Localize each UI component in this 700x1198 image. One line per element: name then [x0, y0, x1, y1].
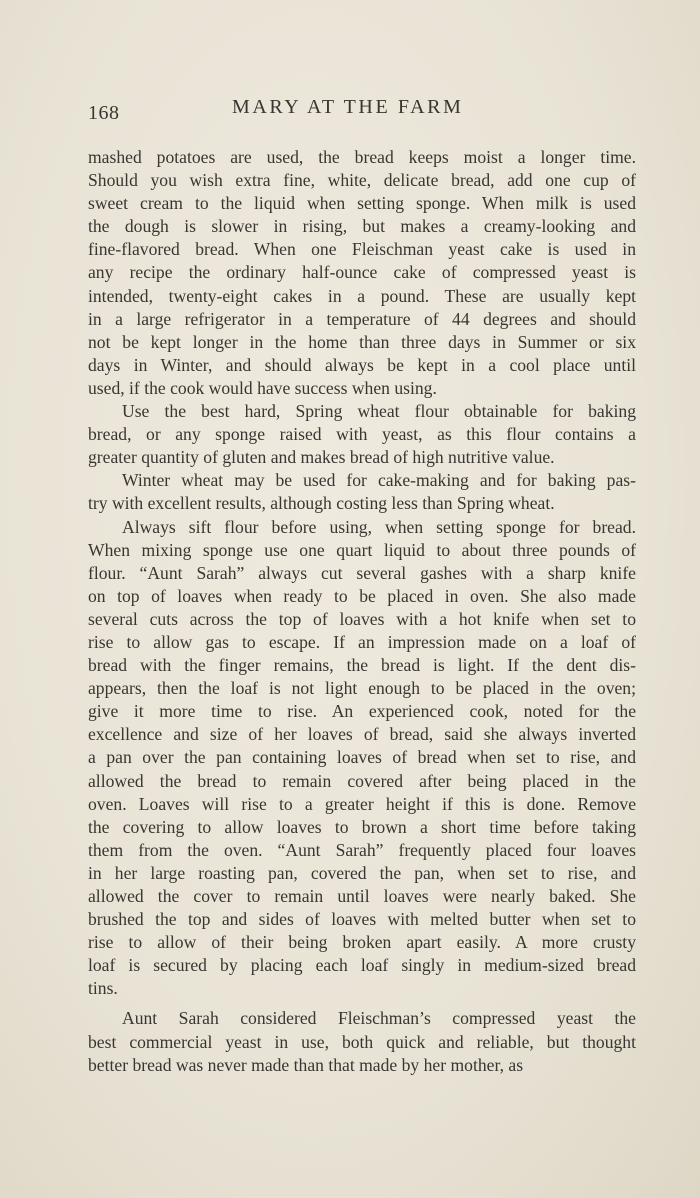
paragraph: [88, 146, 636, 400]
text-line: better bread was never made than that made by her mother, as: [88, 1054, 524, 1075]
text-line: excellence and size of her loaves of bread, said she always inverted: [88, 724, 636, 745]
text-line: Aunt Sarah considered Fleischman’s compressed yeast the: [122, 1008, 636, 1029]
text-line: sweet cream to the liquid when setting sponge. When milk is used: [88, 193, 636, 214]
text-line: them from the oven. “Aunt Sarah” frequently placed four loaves: [88, 839, 636, 860]
text-line: appears, then the loaf is not light enough to be placed in the oven;: [88, 678, 636, 699]
text-line: in her large roasting pan, covered the pan, when set to rise, and: [88, 862, 636, 883]
text-line: fine-flavored bread. When one Fleischman yeast cake is used in: [88, 239, 636, 260]
text-line: several cuts across the top of loaves with a hot knife when set to: [88, 608, 636, 629]
page-header: [88, 96, 636, 126]
running-title: MARY AT THE FARM: [232, 96, 464, 118]
text-line: Always sift flour before using, when setting sponge for bread.: [122, 516, 636, 537]
text-line: rise to allow gas to escape. If an impression made on a loaf of: [88, 631, 636, 652]
paragraph: [88, 469, 636, 515]
text-line: the dough is slower in rising, but makes a creamy-looking and: [88, 216, 636, 237]
text-line: intended, twenty-eight cakes in a pound. These are usually kept: [88, 285, 636, 306]
text-line: Should you wish extra fine, white, delicate bread, add one cup of: [88, 170, 636, 191]
text-line: flour. “Aunt Sarah” always cut several gashes with a sharp knife: [88, 562, 636, 583]
text-line: loaf is secured by placing each loaf singly in medium-sized bread: [88, 955, 636, 976]
text-line: any recipe the ordinary half-ounce cake of compressed yeast is: [88, 262, 636, 283]
body-text: [88, 146, 636, 1077]
paragraph: [88, 516, 636, 1001]
text-line: mashed potatoes are used, the bread keeps moist a longer time.: [88, 147, 636, 167]
text-line: best commercial yeast in use, both quick and reliable, but thought: [88, 1031, 636, 1052]
text-line: Winter wheat may be used for cake-making and for baking pas-: [122, 470, 636, 491]
text-line: tins.: [88, 978, 118, 999]
text-line: When mixing sponge use one quart liquid to about three pounds of: [88, 539, 636, 560]
text-line: Use the best hard, Spring wheat flour obtainable for baking: [122, 401, 636, 422]
text-line: allowed the cover to remain until loaves were nearly baked. She: [88, 886, 636, 906]
text-line: not be kept longer in the home than three days in Summer or six: [88, 331, 636, 352]
text-line: try with excellent results, although costing less than Spring wheat.: [88, 493, 555, 514]
text-line: a pan over the pan containing loaves of bread when set to rise, and: [88, 747, 636, 768]
text-line: give it more time to rise. An experienced cook, noted for the: [88, 701, 636, 722]
text-line: bread, or any sponge raised with yeast, as this flour contains a: [88, 424, 636, 445]
text-line: days in Winter, and should always be kept in a cool place until: [88, 354, 636, 375]
paragraph: [88, 1007, 636, 1076]
page-number: 168: [88, 102, 120, 124]
text-line: brushed the top and sides of loaves with melted butter when set to: [88, 909, 636, 930]
text-line: allowed the bread to remain covered after being placed in the: [88, 770, 636, 791]
text-line: rise to allow of their being broken apart easily. A more crusty: [88, 932, 636, 953]
text-line: the covering to allow loaves to brown a short time before taking: [88, 816, 636, 837]
text-line: oven. Loaves will rise to a greater height if this is done. Remove: [88, 793, 636, 814]
paragraph: [88, 400, 636, 469]
text-line: bread with the finger remains, the bread is light. If the dent dis-: [88, 655, 636, 676]
text-line: on top of loaves when ready to be placed in oven. She also made: [88, 585, 636, 606]
text-line: greater quantity of gluten and makes bread of high nutritive value.: [88, 447, 555, 468]
text-line: in a large refrigerator in a temperature of 44 degrees and should: [88, 308, 636, 329]
text-line: used, if the cook would have success when using.: [88, 377, 437, 398]
